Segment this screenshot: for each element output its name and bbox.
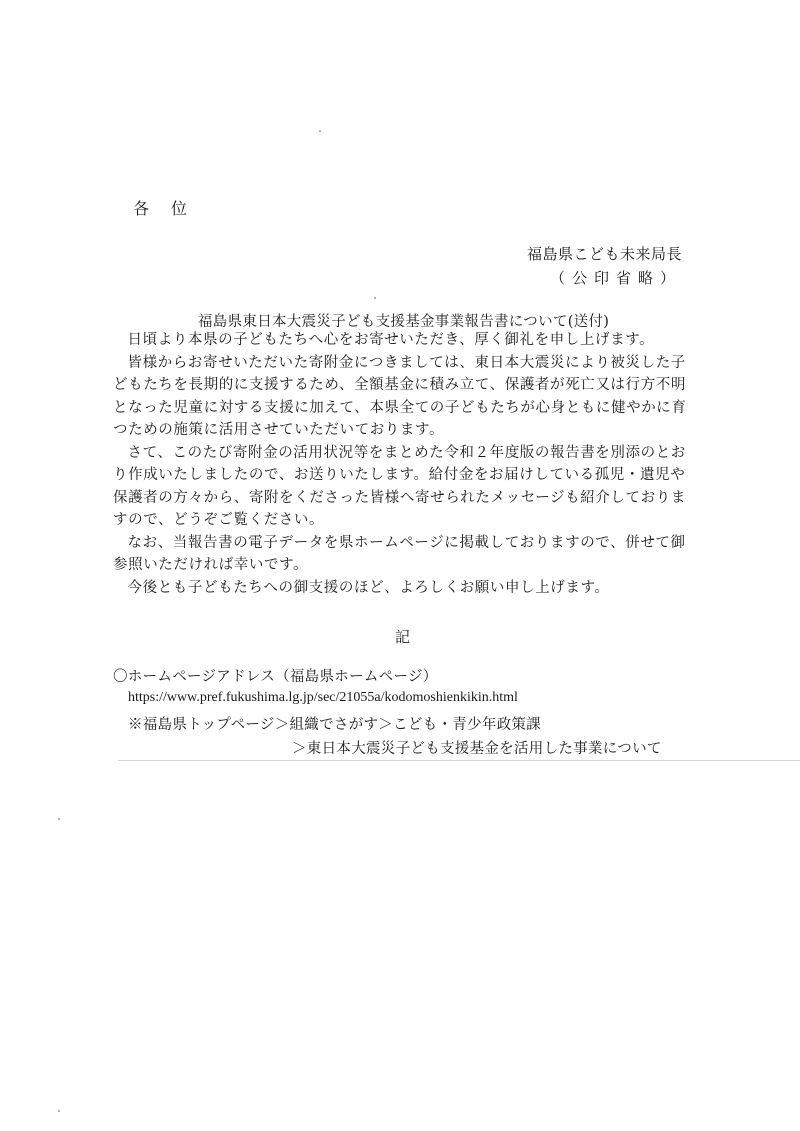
homepage-heading: 〇ホームページアドレス（福島県ホームページ） — [113, 669, 438, 685]
body-paragraph-closing: 今後とも子どもたちへの御支援のほど、よろしくお願い申し上げます。 — [127, 579, 610, 596]
sender-block — [527, 244, 682, 288]
homepage-path-line-2: ＞東日本大震災子ども支援基金を活用した事業について — [292, 741, 662, 757]
letter-body — [113, 329, 693, 599]
scan-speck — [374, 297, 376, 299]
body-paragraph-greeting: 日頃より本県の子どもたちへ心をお寄せいただき、厚く御礼を申し上げます。 — [127, 332, 655, 348]
scan-speck — [58, 818, 60, 820]
letter-subject: 福島県東日本大震災子ども支援基金事業報告書について(送付) — [198, 314, 610, 330]
sender-title: 福島県こども未来局長 — [526, 245, 682, 263]
body-paragraph-homepage: なお、当報告書の電子データを県ホームページに掲載しておりますので、併せて御参照いただければ幸いです。 — [113, 534, 686, 573]
seal-omitted-note: （公印省略） — [549, 269, 682, 287]
homepage-path-line-1: ※福島県トップページ＞組織でさがす＞こども・青少年政策課 — [128, 717, 542, 733]
scan-artifact-line — [118, 760, 800, 761]
homepage-url[interactable]: https://www.pref.fukushima.lg.jp/sec/21055a/kodomoshienkikin.html — [128, 690, 518, 705]
ki-heading: 記 — [395, 628, 411, 646]
addressee: 各位 — [133, 199, 210, 218]
body-paragraph-report: さて、このたび寄附金の活用状況等をまとめた令和２年度版の報告書を別添のとおり作成いたしましたので、お送りいたします。給付金をお届けしている孤児・遺児や保護者の方々から、寄附をくださった皆様へ寄せられたメッセージも紹介しておりますので、どうぞご覧ください。 — [113, 444, 686, 528]
scan-speck — [58, 1110, 60, 1112]
scan-speck — [319, 130, 321, 132]
body-paragraph-donations: 皆様からお寄せいただいた寄附金につきましては、東日本大震災により被災した子どもたちを長期的に支援するため、全額基金に積み立て、保護者が死亡又は行方不明となった児童に対する支援に加えて、本県全ての子どもたちが心身ともに健やかに育つための施策に活用させていただいております。 — [113, 354, 687, 438]
